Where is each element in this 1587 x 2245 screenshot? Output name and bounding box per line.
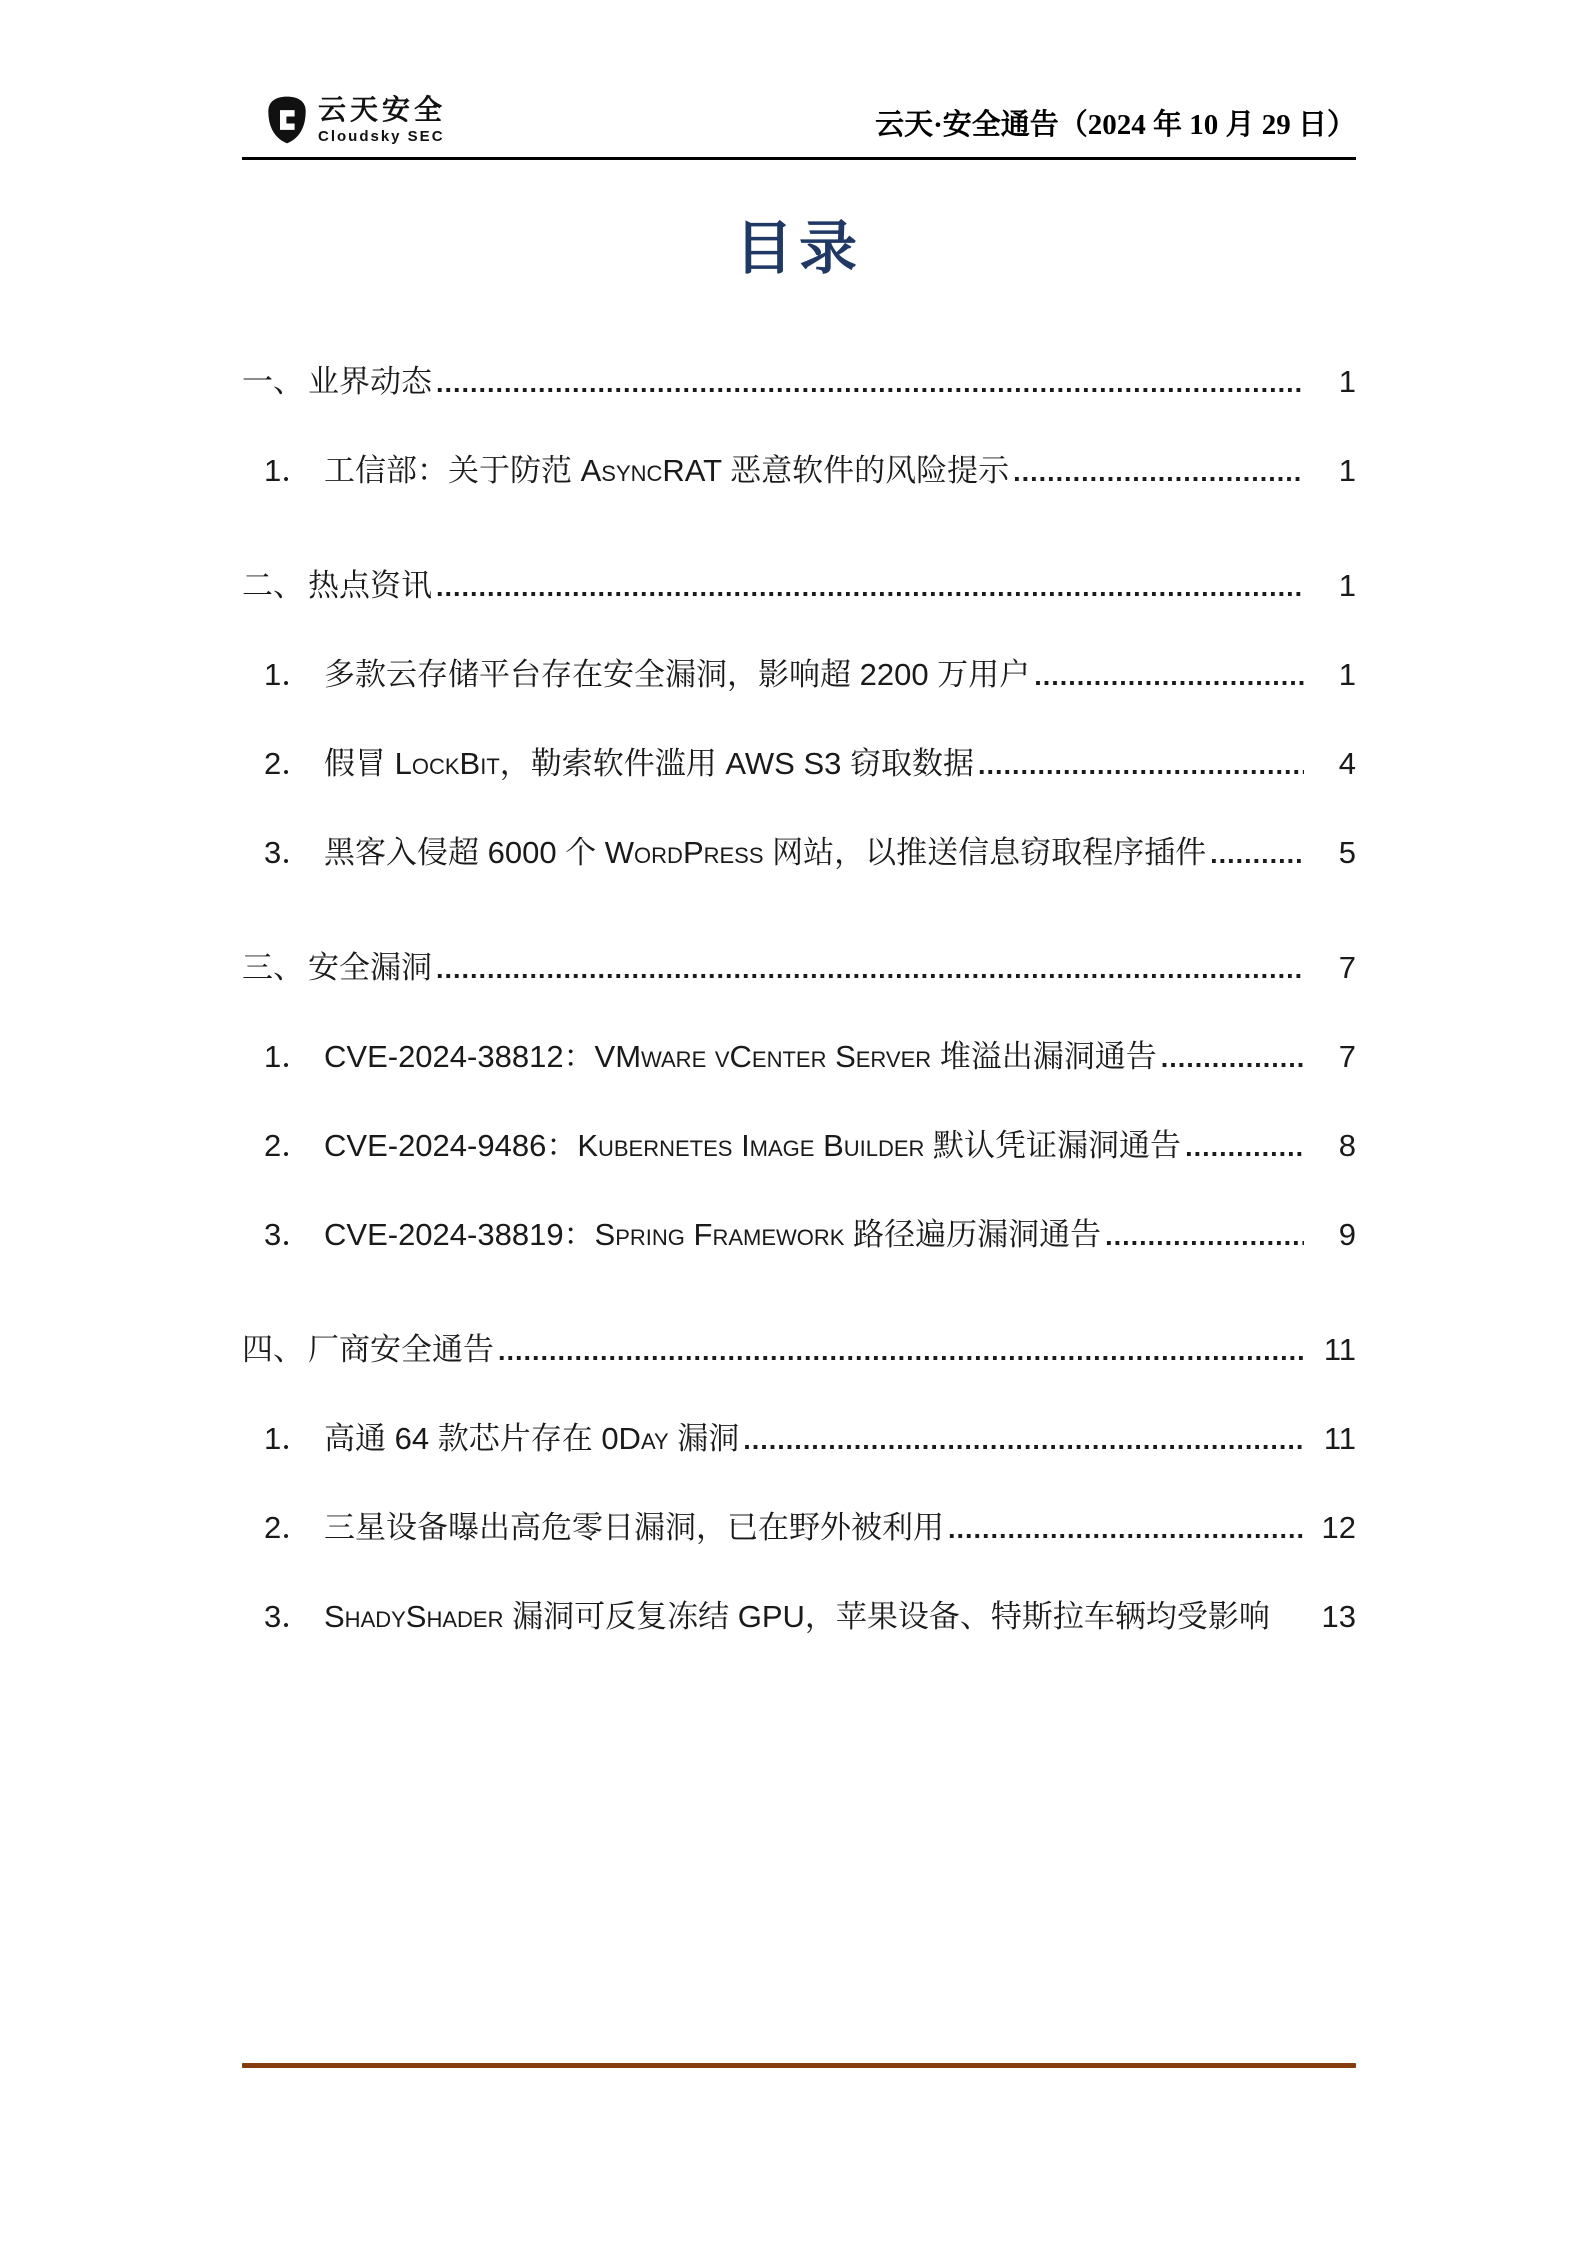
page-header [242, 90, 1356, 160]
brand-name-en: Cloudsky SEC [318, 128, 445, 145]
toc-entry-page: 4 [1338, 746, 1356, 781]
toc-entry-num: 1． [264, 657, 313, 692]
toc-entry-text: CVE-2024-38812：VMware vCenter Server 堆溢出漏洞通告 [324, 1039, 1157, 1074]
dot-leader [743, 1396, 1304, 1484]
toc-entry-page: 5 [1338, 835, 1356, 870]
toc-entry-text: 安全漏洞 [308, 950, 432, 985]
dot-leader [1210, 810, 1304, 898]
toc-entry[interactable] [242, 924, 1356, 1013]
toc-entry-page: 7 [1338, 950, 1356, 985]
bulletin-title: 云天·安全通告（2024 年 10 月 29 日） [875, 109, 1356, 141]
toc-entry-page: 7 [1338, 1039, 1356, 1074]
toc-entry-num: 二、 [242, 568, 304, 603]
footer-rule [242, 2063, 1356, 2068]
toc-entry-num: 1． [264, 453, 313, 488]
toc-entry-page: 11 [1323, 1421, 1356, 1456]
toc-entry[interactable] [242, 1191, 1356, 1280]
dot-leader [1034, 632, 1304, 720]
toc-entry-text: 高通 64 款芯片存在 0Day 漏洞 [324, 1421, 740, 1456]
brand-logo [266, 95, 446, 145]
toc-entry-text: 工信部：关于防范 AsyncRAT 恶意软件的风险提示 [324, 453, 1010, 488]
toc-entry-text: 业界动态 [308, 364, 432, 399]
toc-entry-num: 2． [264, 1510, 313, 1545]
toc-entry-page: 12 [1321, 1510, 1356, 1545]
shield-logo-icon [266, 95, 308, 145]
toc-entry[interactable] [242, 1573, 1356, 1661]
toc-entry-num: 2． [264, 1128, 313, 1163]
toc-entry[interactable] [242, 542, 1356, 631]
dot-leader [436, 543, 1304, 631]
toc-entry-num: 三、 [242, 950, 304, 985]
dot-leader [436, 925, 1304, 1013]
toc-entry-text: 厂商安全通告 [308, 1332, 494, 1367]
toc-entry-text: CVE-2024-9486：Kubernetes Image Builder 默认凭证漏洞通告 [324, 1128, 1182, 1163]
dot-leader [1013, 428, 1304, 516]
toc-entry-num: 3． [264, 1217, 313, 1252]
toc-entry[interactable] [242, 338, 1356, 427]
dot-leader [436, 339, 1304, 427]
toc-entry[interactable] [242, 809, 1356, 898]
toc-entry-page: 13 [1321, 1599, 1356, 1634]
toc-entry[interactable] [242, 1395, 1356, 1484]
toc-entry-num: 1． [264, 1421, 313, 1456]
toc-entry-text: 假冒 LockBit，勒索软件滥用 AWS S3 窃取数据 [324, 746, 974, 781]
toc-entry-text: 黑客入侵超 6000 个 WordPress 网站，以推送信息窃取程序插件 [324, 835, 1207, 870]
toc-entry[interactable] [242, 1484, 1356, 1573]
toc-entry-text: 三星设备曝出高危零日漏洞，已在野外被利用 [324, 1510, 944, 1545]
toc-entry-page: 1 [1338, 657, 1356, 692]
dot-leader [1185, 1103, 1304, 1191]
toc-entry[interactable] [242, 720, 1356, 809]
toc-entry-page: 1 [1338, 568, 1356, 603]
toc-entry-num: 1． [264, 1039, 313, 1074]
toc-list [242, 338, 1356, 1661]
toc-entry-text: CVE-2024-38819：Spring Framework 路径遍历漏洞通告 [324, 1217, 1102, 1252]
toc-entry-page: 11 [1323, 1332, 1356, 1367]
toc-entry-text: 热点资讯 [308, 568, 432, 603]
dot-leader [948, 1485, 1304, 1573]
brand-name-cn: 云天安全 [318, 94, 447, 125]
toc-entry-page: 9 [1338, 1217, 1356, 1252]
toc-entry-page: 1 [1338, 453, 1356, 488]
toc-entry-num: 3． [264, 1599, 313, 1634]
toc-entry[interactable] [242, 1102, 1356, 1191]
toc-entry-num: 2． [264, 746, 313, 781]
dot-leader [1161, 1014, 1304, 1102]
brand-text [318, 96, 446, 144]
toc-entry-num: 3． [264, 835, 313, 870]
dot-leader [978, 721, 1304, 809]
toc-entry-page: 1 [1338, 364, 1356, 399]
toc-entry[interactable] [242, 1013, 1356, 1102]
toc-title: 目录 [734, 216, 863, 281]
toc-entry[interactable] [242, 1306, 1356, 1395]
dot-leader [1105, 1192, 1304, 1280]
toc-entry-num: 四、 [242, 1332, 304, 1367]
toc-entry-text: 多款云存储平台存在安全漏洞，影响超 2200 万用户 [324, 657, 1031, 692]
toc-entry[interactable] [242, 427, 1356, 516]
dot-leader [498, 1307, 1304, 1395]
toc-entry-text: ShadyShader 漏洞可反复冻结 GPU，苹果设备、特斯拉车辆均受影响 [324, 1599, 1270, 1634]
toc-entry-page: 8 [1338, 1128, 1356, 1163]
toc-entry-num: 一、 [242, 364, 304, 399]
toc-entry[interactable] [242, 631, 1356, 720]
